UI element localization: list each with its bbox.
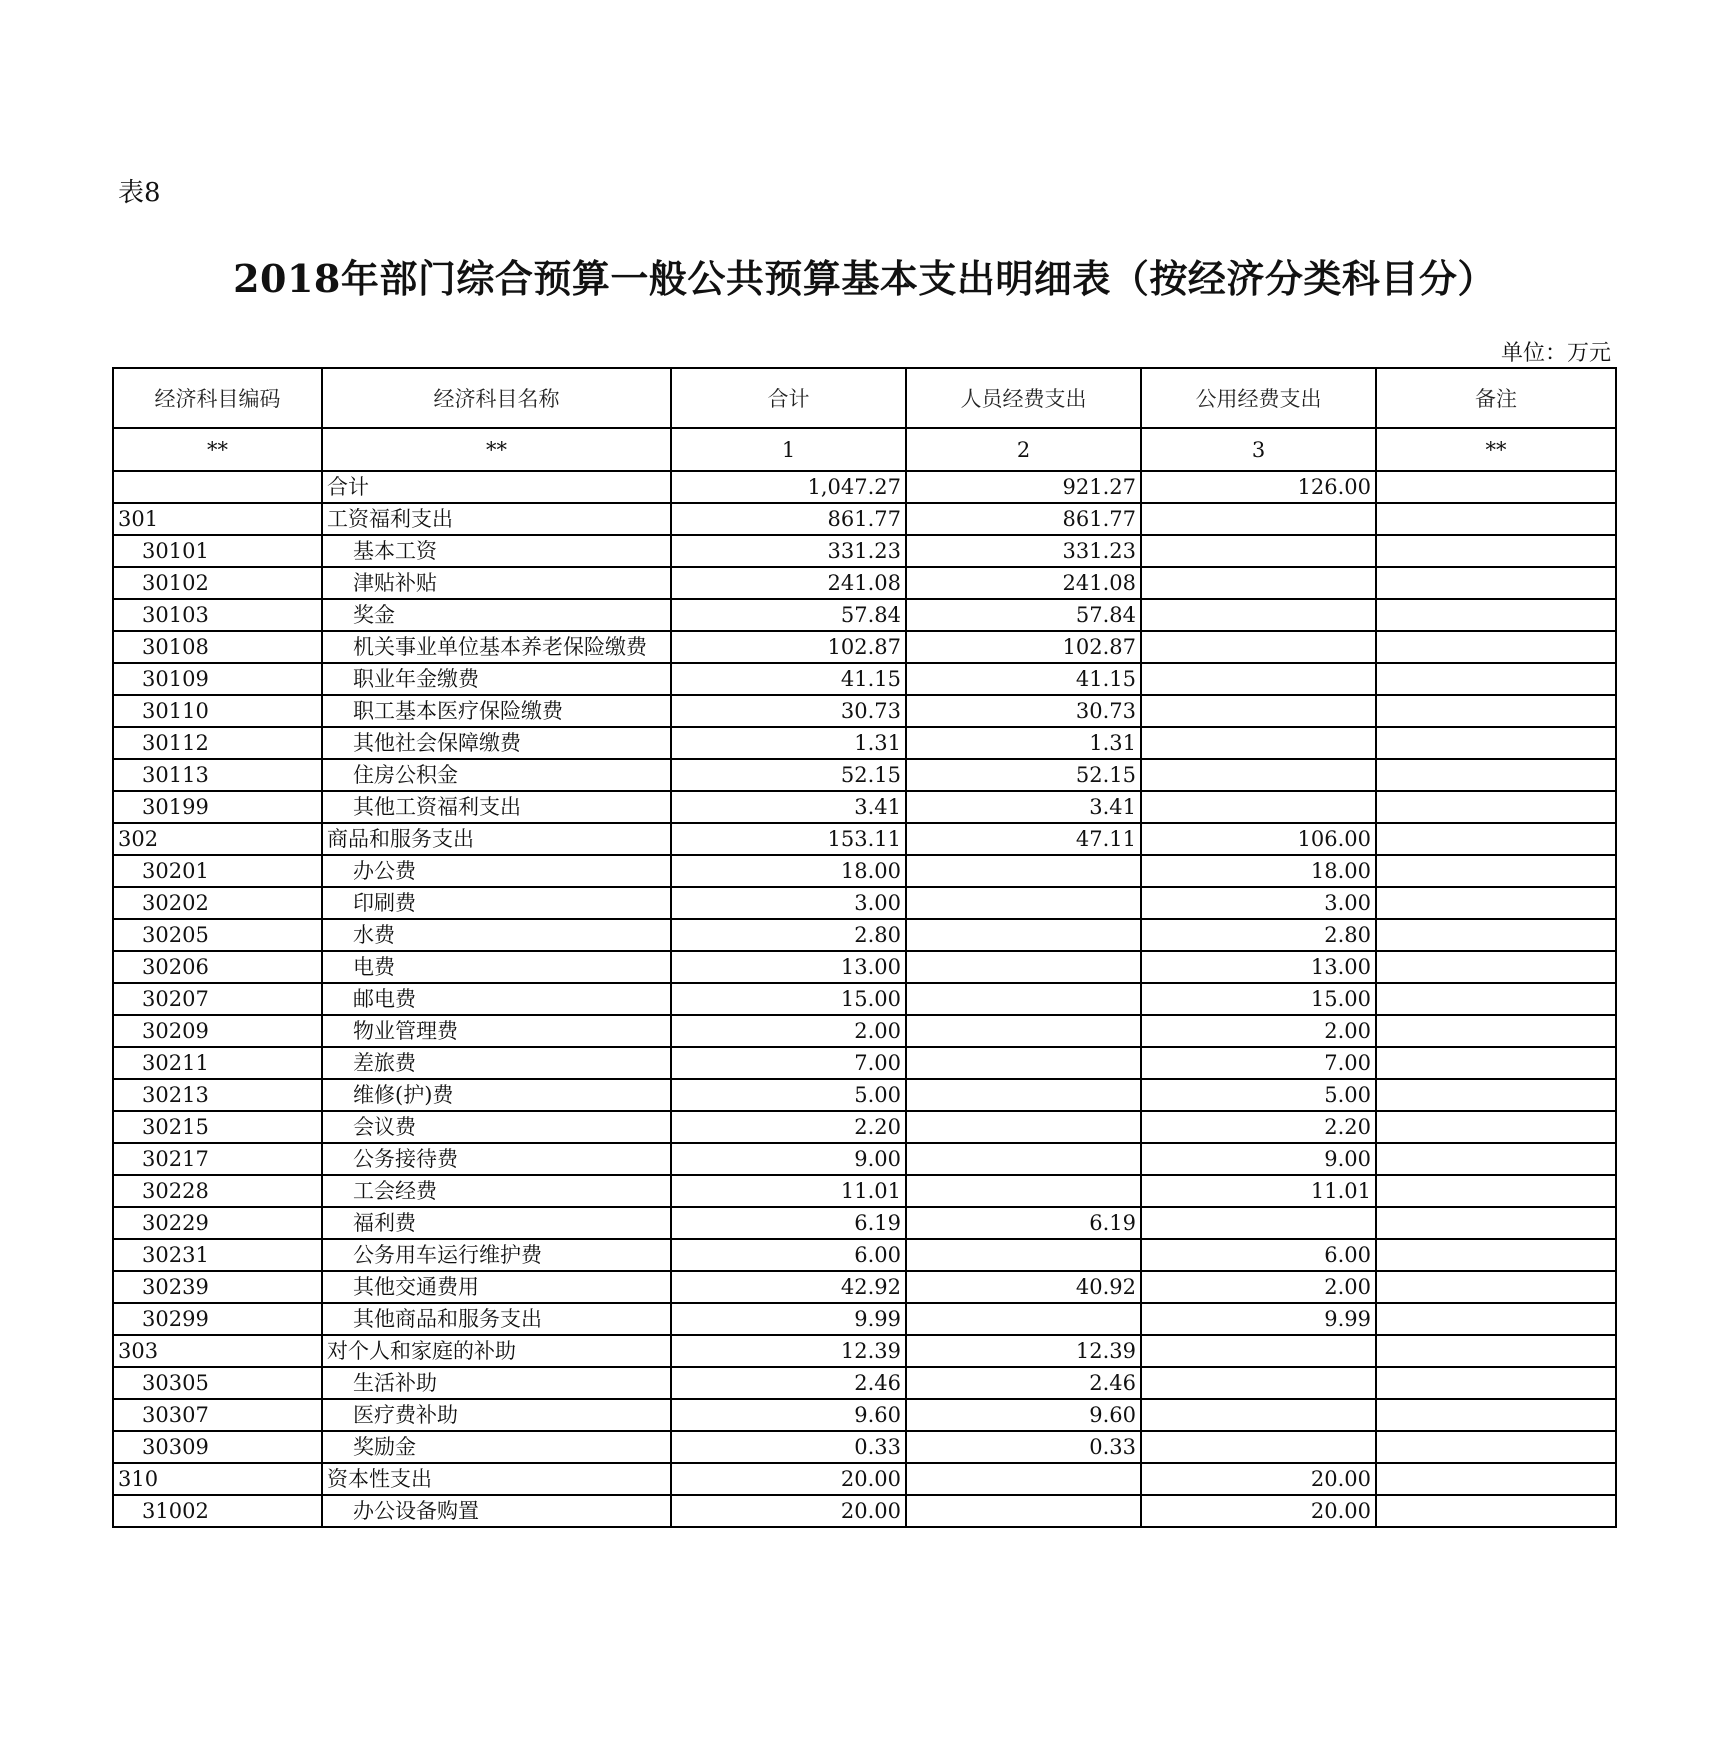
table-row: [113, 1431, 1616, 1463]
table-row: [113, 983, 1616, 1015]
cell-note: [1376, 1431, 1616, 1463]
cell-personnel: 40.92: [906, 1271, 1141, 1303]
budget-table: [112, 367, 1617, 1528]
cell-name: 公务用车运行维护费: [322, 1239, 671, 1271]
cell-code: 30307: [113, 1399, 322, 1431]
cell-note: [1376, 663, 1616, 695]
table-row: [113, 1367, 1616, 1399]
cell-total: 102.87: [671, 631, 906, 663]
cell-name: 商品和服务支出: [322, 823, 671, 855]
cell-code: 301: [113, 503, 322, 535]
cell-code: 30199: [113, 791, 322, 823]
cell-code: 30209: [113, 1015, 322, 1047]
cell-code: 30205: [113, 919, 322, 951]
header-name: 经济科目名称: [322, 368, 671, 428]
cell-note: [1376, 1303, 1616, 1335]
cell-name: 其他社会保障缴费: [322, 727, 671, 759]
cell-public: 6.00: [1141, 1239, 1376, 1271]
table-row: [113, 567, 1616, 599]
table-row: [113, 919, 1616, 951]
table-row: [113, 631, 1616, 663]
cell-note: [1376, 631, 1616, 663]
table-row: [113, 1495, 1616, 1527]
cell-code: 30217: [113, 1143, 322, 1175]
cell-personnel: [906, 887, 1141, 919]
cell-note: [1376, 855, 1616, 887]
cell-name: 津贴补贴: [322, 567, 671, 599]
cell-total: 5.00: [671, 1079, 906, 1111]
cell-public: [1141, 1207, 1376, 1239]
cell-name: 生活补助: [322, 1367, 671, 1399]
table-row: [113, 1303, 1616, 1335]
cell-code: 30102: [113, 567, 322, 599]
cell-name: 医疗费补助: [322, 1399, 671, 1431]
cell-total: 153.11: [671, 823, 906, 855]
cell-personnel: 9.60: [906, 1399, 1141, 1431]
cell-personnel: 861.77: [906, 503, 1141, 535]
cell-total: 6.19: [671, 1207, 906, 1239]
cell-total: 42.92: [671, 1271, 906, 1303]
cell-public: 2.20: [1141, 1111, 1376, 1143]
cell-personnel: 2.46: [906, 1367, 1141, 1399]
cell-code: 30299: [113, 1303, 322, 1335]
cell-personnel: 102.87: [906, 631, 1141, 663]
cell-total: 57.84: [671, 599, 906, 631]
cell-personnel: 6.19: [906, 1207, 1141, 1239]
cell-personnel: [906, 983, 1141, 1015]
cell-name: 印刷费: [322, 887, 671, 919]
cell-note: [1376, 1335, 1616, 1367]
cell-note: [1376, 503, 1616, 535]
cell-personnel: [906, 1047, 1141, 1079]
table-row: [113, 1399, 1616, 1431]
cell-code: 30229: [113, 1207, 322, 1239]
cell-total: 2.00: [671, 1015, 906, 1047]
cell-total: 2.20: [671, 1111, 906, 1143]
cell-public: 9.99: [1141, 1303, 1376, 1335]
cell-name: 公务接待费: [322, 1143, 671, 1175]
cell-code: 303: [113, 1335, 322, 1367]
cell-code: 310: [113, 1463, 322, 1495]
cell-note: [1376, 983, 1616, 1015]
cell-note: [1376, 599, 1616, 631]
cell-public: 106.00: [1141, 823, 1376, 855]
cell-public: 2.00: [1141, 1271, 1376, 1303]
table-row: [113, 791, 1616, 823]
cell-code: 30231: [113, 1239, 322, 1271]
cell-code: 30207: [113, 983, 322, 1015]
cell-name: 物业管理费: [322, 1015, 671, 1047]
cell-code: 30103: [113, 599, 322, 631]
cell-public: [1141, 535, 1376, 567]
cell-public: 13.00: [1141, 951, 1376, 983]
cell-name: 其他交通费用: [322, 1271, 671, 1303]
cell-public: 5.00: [1141, 1079, 1376, 1111]
table-row: [113, 951, 1616, 983]
cell-note: [1376, 791, 1616, 823]
cell-code: 30110: [113, 695, 322, 727]
cell-personnel: [906, 855, 1141, 887]
table-row: [113, 1175, 1616, 1207]
cell-code: 30206: [113, 951, 322, 983]
cell-note: [1376, 1111, 1616, 1143]
cell-name: 维修(护)费: [322, 1079, 671, 1111]
cell-public: [1141, 727, 1376, 759]
cell-name: 福利费: [322, 1207, 671, 1239]
cell-note: [1376, 1207, 1616, 1239]
cell-note: [1376, 1079, 1616, 1111]
cell-name: 基本工资: [322, 535, 671, 567]
index-public: 3: [1141, 428, 1376, 471]
cell-code: 30309: [113, 1431, 322, 1463]
cell-note: [1376, 1399, 1616, 1431]
index-total: 1: [671, 428, 906, 471]
table-row: [113, 1271, 1616, 1303]
cell-public: 20.00: [1141, 1463, 1376, 1495]
cell-code: 30201: [113, 855, 322, 887]
cell-code: 30112: [113, 727, 322, 759]
cell-personnel: 331.23: [906, 535, 1141, 567]
cell-note: [1376, 1239, 1616, 1271]
cell-public: 2.00: [1141, 1015, 1376, 1047]
cell-note: [1376, 1047, 1616, 1079]
cell-personnel: 41.15: [906, 663, 1141, 695]
index-personnel: 2: [906, 428, 1141, 471]
cell-note: [1376, 951, 1616, 983]
cell-personnel: [906, 1239, 1141, 1271]
header-code: 经济科目编码: [113, 368, 322, 428]
cell-note: [1376, 759, 1616, 791]
table-row: [113, 1463, 1616, 1495]
table-row: [113, 855, 1616, 887]
cell-note: [1376, 887, 1616, 919]
cell-total: 9.00: [671, 1143, 906, 1175]
cell-public: 126.00: [1141, 471, 1376, 503]
table-row: [113, 823, 1616, 855]
header-row: [113, 368, 1616, 428]
header-total: 合计: [671, 368, 906, 428]
cell-note: [1376, 1271, 1616, 1303]
cell-personnel: [906, 1463, 1141, 1495]
table-row: [113, 1143, 1616, 1175]
table-row: [113, 887, 1616, 919]
cell-note: [1376, 695, 1616, 727]
cell-personnel: [906, 919, 1141, 951]
cell-public: [1141, 1399, 1376, 1431]
cell-personnel: 1.31: [906, 727, 1141, 759]
table-row: [113, 1079, 1616, 1111]
cell-public: [1141, 759, 1376, 791]
unit-label: 单位：万元: [1500, 341, 1611, 366]
cell-name: 对个人和家庭的补助: [322, 1335, 671, 1367]
cell-public: [1141, 631, 1376, 663]
cell-name: 水费: [322, 919, 671, 951]
table-row: [113, 1047, 1616, 1079]
cell-code: 30202: [113, 887, 322, 919]
cell-name: 办公设备购置: [322, 1495, 671, 1527]
cell-total: 1.31: [671, 727, 906, 759]
cell-personnel: [906, 1495, 1141, 1527]
cell-personnel: 921.27: [906, 471, 1141, 503]
cell-personnel: 52.15: [906, 759, 1141, 791]
table-row: [113, 759, 1616, 791]
header-personnel: 人员经费支出: [906, 368, 1141, 428]
table-row: [113, 1239, 1616, 1271]
cell-code: 302: [113, 823, 322, 855]
cell-total: 52.15: [671, 759, 906, 791]
cell-note: [1376, 823, 1616, 855]
cell-note: [1376, 1015, 1616, 1047]
cell-personnel: [906, 1143, 1141, 1175]
cell-personnel: [906, 1111, 1141, 1143]
cell-total: 30.73: [671, 695, 906, 727]
table-row: [113, 727, 1616, 759]
cell-note: [1376, 919, 1616, 951]
cell-total: 12.39: [671, 1335, 906, 1367]
cell-total: 0.33: [671, 1431, 906, 1463]
page-title: 2018年部门综合预算一般公共预算基本支出明细表（按经济分类科目分）: [233, 256, 1496, 301]
cell-note: [1376, 535, 1616, 567]
cell-public: [1141, 1367, 1376, 1399]
cell-code: 30239: [113, 1271, 322, 1303]
index-name: **: [322, 428, 671, 471]
table-number: 表8: [118, 178, 161, 208]
cell-public: [1141, 695, 1376, 727]
cell-note: [1376, 567, 1616, 599]
cell-name: 其他商品和服务支出: [322, 1303, 671, 1335]
cell-note: [1376, 1495, 1616, 1527]
cell-public: [1141, 791, 1376, 823]
cell-name: 奖励金: [322, 1431, 671, 1463]
cell-public: 3.00: [1141, 887, 1376, 919]
cell-public: [1141, 1431, 1376, 1463]
cell-name: 工会经费: [322, 1175, 671, 1207]
cell-personnel: [906, 951, 1141, 983]
table-row: [113, 535, 1616, 567]
cell-name: 奖金: [322, 599, 671, 631]
cell-code: [113, 471, 322, 503]
cell-personnel: [906, 1079, 1141, 1111]
cell-name: 住房公积金: [322, 759, 671, 791]
table-row: [113, 1111, 1616, 1143]
cell-total: 331.23: [671, 535, 906, 567]
table-row: [113, 503, 1616, 535]
cell-personnel: [906, 1175, 1141, 1207]
cell-total: 41.15: [671, 663, 906, 695]
cell-note: [1376, 727, 1616, 759]
cell-public: 18.00: [1141, 855, 1376, 887]
cell-total: 241.08: [671, 567, 906, 599]
table-row: [113, 1015, 1616, 1047]
cell-name: 机关事业单位基本养老保险缴费: [322, 631, 671, 663]
cell-total: 15.00: [671, 983, 906, 1015]
cell-total: 9.60: [671, 1399, 906, 1431]
cell-personnel: [906, 1015, 1141, 1047]
cell-total: 20.00: [671, 1463, 906, 1495]
cell-total: 2.46: [671, 1367, 906, 1399]
cell-code: 30101: [113, 535, 322, 567]
cell-total: 11.01: [671, 1175, 906, 1207]
cell-personnel: 0.33: [906, 1431, 1141, 1463]
cell-public: 11.01: [1141, 1175, 1376, 1207]
cell-total: 9.99: [671, 1303, 906, 1335]
cell-note: [1376, 1143, 1616, 1175]
cell-public: [1141, 599, 1376, 631]
cell-personnel: 57.84: [906, 599, 1141, 631]
cell-code: 30211: [113, 1047, 322, 1079]
header-note: 备注: [1376, 368, 1616, 428]
cell-note: [1376, 1175, 1616, 1207]
table-row: [113, 599, 1616, 631]
cell-public: 20.00: [1141, 1495, 1376, 1527]
cell-public: [1141, 567, 1376, 599]
cell-name: 会议费: [322, 1111, 671, 1143]
cell-name: 工资福利支出: [322, 503, 671, 535]
table-row: [113, 663, 1616, 695]
table-row: [113, 695, 1616, 727]
cell-public: 2.80: [1141, 919, 1376, 951]
cell-public: [1141, 503, 1376, 535]
cell-name: 合计: [322, 471, 671, 503]
cell-total: 1,047.27: [671, 471, 906, 503]
cell-total: 6.00: [671, 1239, 906, 1271]
cell-total: 7.00: [671, 1047, 906, 1079]
table-row: [113, 1207, 1616, 1239]
cell-code: 30113: [113, 759, 322, 791]
header-public: 公用经费支出: [1141, 368, 1376, 428]
cell-personnel: [906, 1303, 1141, 1335]
cell-note: [1376, 471, 1616, 503]
cell-name: 其他工资福利支出: [322, 791, 671, 823]
cell-note: [1376, 1463, 1616, 1495]
cell-code: 30228: [113, 1175, 322, 1207]
cell-total: 2.80: [671, 919, 906, 951]
cell-code: 30215: [113, 1111, 322, 1143]
cell-code: 30108: [113, 631, 322, 663]
cell-personnel: 30.73: [906, 695, 1141, 727]
cell-personnel: 47.11: [906, 823, 1141, 855]
cell-name: 邮电费: [322, 983, 671, 1015]
cell-public: 9.00: [1141, 1143, 1376, 1175]
cell-name: 职工基本医疗保险缴费: [322, 695, 671, 727]
cell-name: 办公费: [322, 855, 671, 887]
cell-personnel: 12.39: [906, 1335, 1141, 1367]
cell-name: 职业年金缴费: [322, 663, 671, 695]
cell-total: 20.00: [671, 1495, 906, 1527]
cell-total: 3.41: [671, 791, 906, 823]
cell-public: 7.00: [1141, 1047, 1376, 1079]
cell-total: 13.00: [671, 951, 906, 983]
cell-code: 30109: [113, 663, 322, 695]
cell-name: 差旅费: [322, 1047, 671, 1079]
cell-public: [1141, 663, 1376, 695]
index-code: **: [113, 428, 322, 471]
cell-name: 资本性支出: [322, 1463, 671, 1495]
cell-public: [1141, 1335, 1376, 1367]
index-row: [113, 428, 1616, 471]
cell-code: 30213: [113, 1079, 322, 1111]
cell-total: 861.77: [671, 503, 906, 535]
cell-personnel: 3.41: [906, 791, 1141, 823]
table-body: [113, 471, 1616, 1527]
cell-total: 3.00: [671, 887, 906, 919]
index-note: **: [1376, 428, 1616, 471]
cell-personnel: 241.08: [906, 567, 1141, 599]
cell-name: 电费: [322, 951, 671, 983]
table-row: [113, 471, 1616, 503]
table-row: [113, 1335, 1616, 1367]
cell-code: 30305: [113, 1367, 322, 1399]
cell-note: [1376, 1367, 1616, 1399]
cell-total: 18.00: [671, 855, 906, 887]
cell-code: 31002: [113, 1495, 322, 1527]
cell-public: 15.00: [1141, 983, 1376, 1015]
